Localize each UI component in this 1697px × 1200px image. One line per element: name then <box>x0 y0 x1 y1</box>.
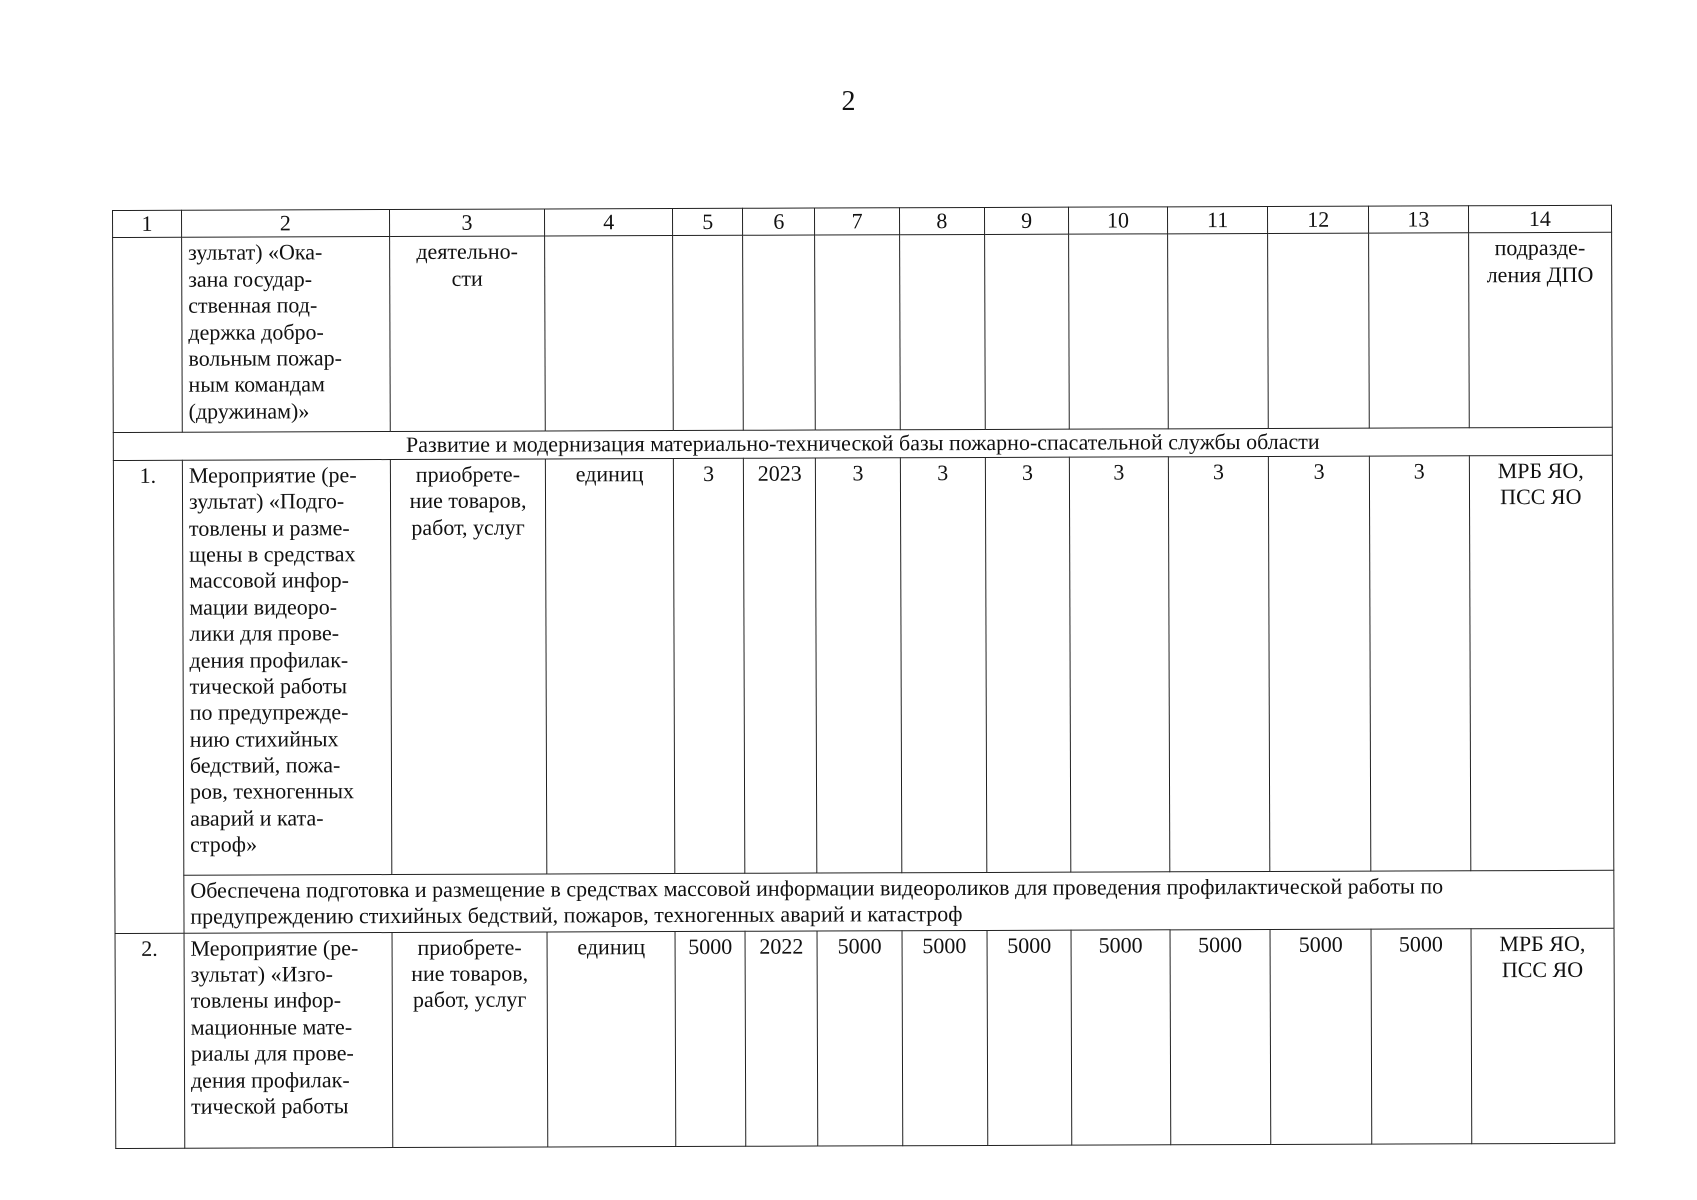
empty-cell <box>899 235 985 430</box>
empty-cell <box>545 236 674 431</box>
header-cell: 14 <box>1468 205 1612 233</box>
year-value: 3 <box>900 457 987 872</box>
year-value: 3 <box>1269 456 1371 871</box>
header-cell: 5 <box>673 208 743 236</box>
empty-cell <box>743 235 816 430</box>
measure-name: Мероприятие (ре- зультат) «Подго- товлены и разме- щены в средствах массовой инфор- мации видеоро- лики для прове- дения профилак- тической работы по предупрежде- нию стихийных бедствий, пожа- ров, техногенных аварий и ката- строф» <box>182 459 391 875</box>
year-value: 5000 <box>1170 929 1271 1144</box>
measure-name: зультат) «Ока- зана государ- ственная под- держка добро- вольным пожар- ным командам (дружинам)» <box>182 237 391 433</box>
page-number: 2 <box>841 86 856 117</box>
year-value: 3 <box>985 457 1071 872</box>
empty-cell <box>113 238 183 433</box>
base-value: 3 <box>674 458 745 873</box>
measure-type: приобрете- ние товаров, работ, услуг <box>390 459 547 875</box>
header-cell: 11 <box>1167 206 1268 234</box>
empty-cell <box>815 235 900 430</box>
year-value: 5000 <box>1071 929 1170 1144</box>
continuation-row <box>113 233 1613 433</box>
empty-cell <box>1369 233 1469 428</box>
year-value: 3 <box>1369 456 1470 871</box>
unit-cell: единиц <box>547 931 676 1146</box>
year-value: 5000 <box>987 930 1072 1145</box>
empty-cell <box>1069 234 1168 429</box>
row-number: 1. <box>113 460 184 933</box>
year-value: 5000 <box>1371 928 1471 1143</box>
base-year: 2023 <box>744 458 818 873</box>
responsible-cell: МРБ ЯО, ПСС ЯО <box>1469 455 1614 870</box>
year-value: 3 <box>1070 457 1170 872</box>
row-number: 2. <box>115 933 185 1148</box>
year-value: 5000 <box>817 930 902 1145</box>
result-row <box>115 870 1614 933</box>
measure-type: приобрете- ние товаров, работ, услуг <box>392 932 548 1148</box>
table-row <box>113 455 1613 875</box>
year-value: 5000 <box>902 930 988 1145</box>
measure-type: деятельно- сти <box>389 236 545 432</box>
header-cell: 4 <box>545 209 673 237</box>
empty-cell <box>673 236 744 431</box>
year-value: 3 <box>816 458 902 873</box>
header-cell: 6 <box>743 208 815 236</box>
header-cell: 2 <box>181 210 389 238</box>
empty-cell <box>985 235 1070 430</box>
header-cell: 7 <box>815 208 899 236</box>
measures-table <box>112 205 1615 1149</box>
header-cell: 3 <box>389 209 544 237</box>
header-cell: 9 <box>984 207 1068 235</box>
header-cell: 13 <box>1369 206 1469 234</box>
table-row <box>115 928 1615 1148</box>
responsible-cell: подразде- ления ДПО <box>1468 233 1612 428</box>
base-value: 5000 <box>675 931 746 1146</box>
header-cell: 10 <box>1069 207 1168 235</box>
empty-cell <box>1268 234 1369 429</box>
responsible-cell: МРБ ЯО, ПСС ЯО <box>1471 928 1615 1143</box>
section-title: Развитие и модернизация материально-технической базы пожарно-спасательной службы области <box>113 428 1612 461</box>
year-value: 5000 <box>1270 929 1371 1144</box>
empty-cell <box>1167 234 1268 429</box>
unit-cell: единиц <box>546 458 675 873</box>
year-value: 3 <box>1168 456 1270 871</box>
base-year: 2022 <box>745 931 818 1146</box>
header-cell: 1 <box>113 210 182 238</box>
result-description: Обеспечена подготовка и размещение в средствах массовой информации видеороликов для проведения профилактической работы по предупреждению стихийных бедствий, пожаров, техногенных аварий и катастроф <box>184 870 1614 933</box>
header-cell: 12 <box>1268 206 1369 234</box>
header-cell: 8 <box>899 207 984 235</box>
measure-name: Мероприятие (ре- зультат) «Изго- товлены инфор- мационные мате- риалы для прове- дения профилак- тической работы <box>184 932 393 1148</box>
